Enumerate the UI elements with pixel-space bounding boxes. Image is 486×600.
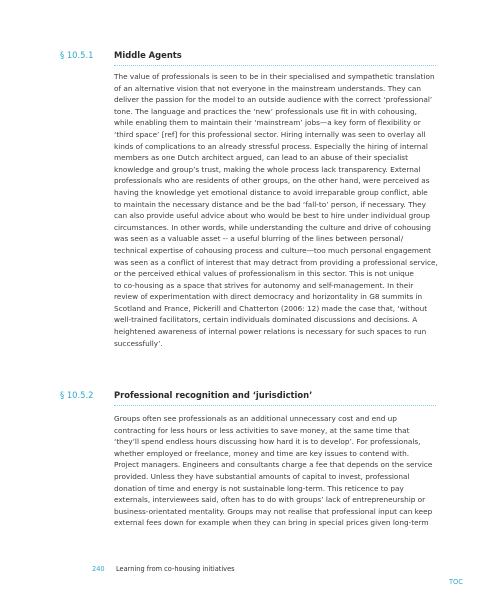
- text-line: members as one Dutch architect argued, can lead to an abuse of their specialist: [114, 153, 408, 163]
- toc-link[interactable]: TOC: [449, 578, 463, 586]
- page-footer: [92, 565, 235, 573]
- text-line: Project managers. Engineers and consultants charge a fee that depends on the service: [114, 460, 433, 470]
- text-line: to co-housing as a space that strives for autonomy and self-management. In their: [114, 280, 414, 290]
- text-line: having the knowledge yet emotional distance to avoid irreparable group conflict, able: [114, 187, 428, 197]
- text-line: review of experimentation with direct democracy and horizontality in G8 summits in: [114, 292, 423, 302]
- text-line: kinds of complications to an already stressful process. Especially the hiring of internal: [114, 141, 428, 151]
- text-line: successfully’.: [114, 338, 163, 348]
- text-line: The value of professionals is seen to be in their specialised and sympathetic translation: [114, 72, 435, 81]
- text-line: whether employed or freelance, money and time are key issues to contend with.: [114, 448, 410, 458]
- text-line: well-trained facilitators, certain individuals dominated discussions and decisions. A: [114, 315, 418, 325]
- text-line: or the perceived ethical values of professionalism in this sector. This is not unique: [114, 269, 414, 279]
- section-heading-10-5-2: [60, 390, 456, 406]
- text-line: Groups often see professionals as an additional unnecessary cost and end up: [114, 414, 397, 423]
- text-line: to maintain the necessary distance and be the bad ‘fall-to’ person, if necessary. They: [114, 199, 426, 209]
- text-line: circumstances. In other words, while understanding the culture and drive of cohousing: [114, 222, 431, 232]
- text-line: professionals who are residents of other groups, on the other hand, were perceived as: [114, 176, 430, 186]
- running-title: Learning from co-housing initiatives: [116, 565, 235, 573]
- text-line: technical expertise of cohousing process and culture—too much personal engagement: [114, 245, 431, 255]
- text-line: donation of time and energy is not sustainable long-term. This reticence to pay: [114, 483, 404, 493]
- section-title: Professional recognition and ‘jurisdiction’: [114, 390, 313, 400]
- section-divider: [114, 405, 436, 406]
- page-number: 240: [92, 565, 105, 573]
- section-body: [114, 71, 438, 349]
- section-number: § 10.5.1: [60, 50, 94, 60]
- section-heading-10-5-1: [60, 50, 456, 66]
- text-line: external fees down for example when they can bring in special prices given long-term: [114, 518, 429, 528]
- text-line: while enabling them to maintain their ‘mainstream’ jobs—a key form of flexibility or: [114, 118, 421, 128]
- text-line: contracting for less hours or less activities to save money, at the same time that: [114, 425, 410, 435]
- text-line: Scotland and France, Pickerill and Chatterton (2006: 12) made the case that, ‘without: [114, 303, 428, 313]
- section-divider: [114, 65, 436, 66]
- text-line: can also provide useful advice about who would be best to hire under individual group: [114, 211, 430, 221]
- text-line: deliver the passion for the model to an outside audience with the correct ‘professional’: [114, 95, 433, 105]
- section-title: Middle Agents: [114, 50, 182, 60]
- text-line: provided. Unless they have substantial amounts of capital to invest, professional: [114, 471, 410, 481]
- text-line: ‘third space’ [ref] for this professional sector. Hiring internally was seen to overlay all: [114, 129, 426, 139]
- text-line: was seen as a conflict of interest that may detract from providing a professional service,: [114, 257, 438, 267]
- text-line: heightened awareness of internal power relations is necessary for such spaces to run: [114, 327, 427, 337]
- section-number: § 10.5.2: [60, 390, 94, 400]
- text-line: knowledge and group’s trust, making the whole process lack transparency. External: [114, 164, 421, 174]
- section-body: [114, 413, 432, 529]
- text-line: ‘they’ll spend endless hours discussing how hard it is to develop’. For professionals,: [114, 437, 421, 447]
- text-line: externals, interviewees said, often has to do with groups’ lack of entrepreneurship or: [114, 495, 426, 505]
- text-line: of an alternative vision that not everyone in the mainstream understands. They can: [114, 83, 422, 93]
- text-line: business-orientated mentality. Groups may not realise that professional input can keep: [114, 506, 433, 516]
- text-line: was seen as a valuable asset -- a useful blurring of the lines between personal/: [114, 234, 404, 244]
- text-line: tone. The language and practices the ‘new’ professionals use fit in with cohousing,: [114, 106, 417, 116]
